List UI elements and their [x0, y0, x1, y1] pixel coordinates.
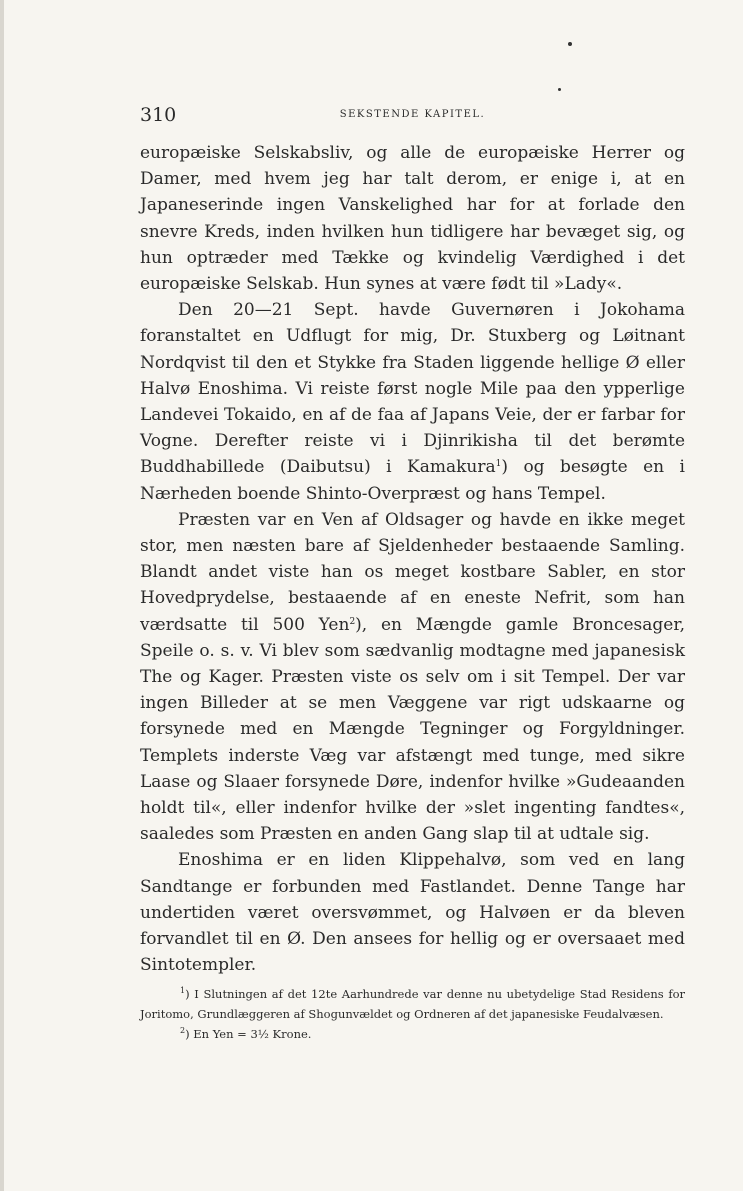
footnote: [140, 984, 685, 1024]
paragraph-text: Den 20—21 Sept. havde Guvernøren i Jokohama foranstaltet en Udflugt for mig, Dr. Stuxberg og Løitnant Nordqvist til den et Stykke fra Staden liggende hellige Ø eller Halvø Enoshima. Vi reiste først nogle Mile paa den ypperlige Landevei Tokaido, en af de faa af Japans Veie, der er farbar for Vogne. Derefter reiste vi i Djinrikisha til det berømte Buddhabillede (Daibutsu) i Kamakura: [140, 300, 685, 478]
page-number: 310: [140, 104, 177, 126]
paragraph: Enoshima er en liden Klippehalvø, som ved en lang Sandtange er forbunden med Fastlandet. Denne Tange har undertiden været oversvømmet, og Halvøen er da bleven forvandlet til en Ø. Den ansees for hellig og er oversaaet med Sintotempler.: [140, 850, 685, 976]
paragraph: [140, 297, 685, 507]
paragraph-text: ), en Mængde gamle Broncesager, Speile o. s. v. Vi blev som sædvanlig modtagne med japanesisk The og Kager. Præsten viste os selv om i sit Tempel. Der var ingen Billeder at se men Væggene var rigt udskaarne og forsynede med en Mængde Tegninger og Forgyldninger. Templets inderste Væg var afstængt med tunge, med sikre Laase og Slaaer forsynede Døre, indenfor hvilke »Gudeaanden holdt til«, eller indenfor hvilke der »slet ingenting fandtes«, saaledes som Præsten en anden Gang slap til at udtale sig.: [140, 614, 685, 845]
paragraph: europæiske Selskabsliv, og alle de europæiske Herrer og Damer, med hvem jeg har talt derom, er enige i, at en Japaneserinde ingen Vanskelighed har for at forlade den snevre Kreds, inden hvilken hun tidligere har bevæget sig, og hun optræder med Tække og kvindelig Værdighed i det europæiske Selskab. Hun synes at være født til »Lady«.: [140, 143, 685, 295]
running-title: SEKSTENDE KAPITEL.: [339, 109, 486, 120]
paragraph-text: ) og besøgte en i Nærheden boende Shinto-Overpræst og hans Tempel.: [140, 457, 685, 504]
footnote-marker: 1: [180, 986, 186, 995]
footnote: [140, 1024, 685, 1044]
body-text: [140, 140, 685, 979]
print-speck: [568, 42, 572, 46]
running-head: [140, 104, 685, 128]
footnote-ref: 1: [495, 459, 502, 470]
page-edge: [0, 0, 4, 1191]
print-speck: [558, 88, 561, 91]
footnote-text: ) En Yen = 3½ Krone.: [185, 1027, 312, 1041]
footnote-text: ) I Slutningen af det 12te Aarhundrede var denne nu ubetydelige Stad Residens for Joritomo, Grundlæggeren af Shogunvældet og Ordneren af det japanesiske Feudalvæsen.: [140, 987, 685, 1021]
paragraph-text: Præsten var en Ven af Oldsager og havde en ikke meget stor, men næsten bare af Sjeldenheder bestaaende Samling. Blandt andet viste han os meget kostbare Sabler, en stor Hovedprydelse, bestaaende af en eneste Nefrit, som han værdsatte til 500 Yen: [140, 509, 685, 635]
footnotes: [140, 984, 685, 1044]
paragraph: [140, 507, 685, 848]
footnote-ref: 2: [349, 616, 356, 627]
footnote-marker: 2: [180, 1026, 186, 1035]
